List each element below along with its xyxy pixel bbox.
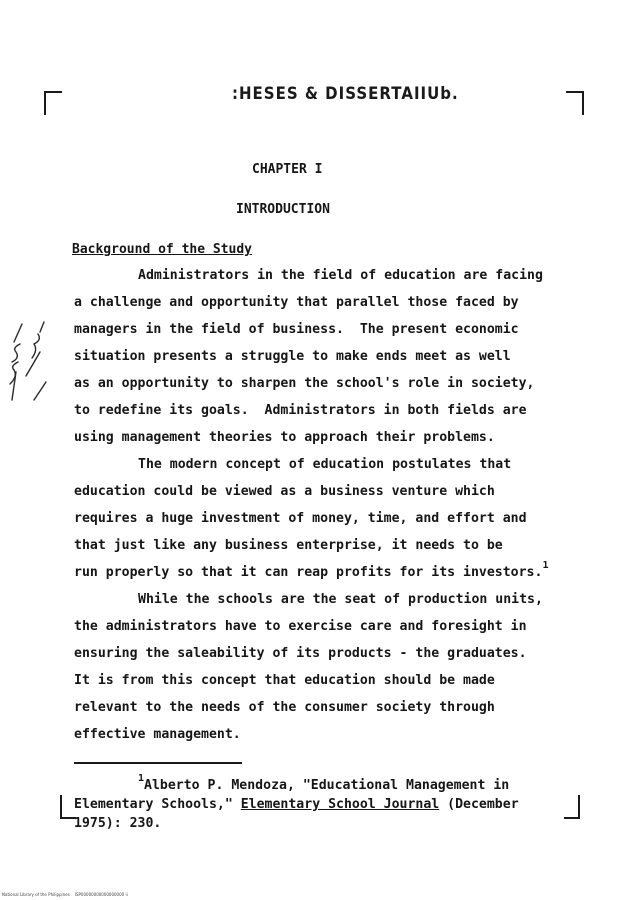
body-line: requires a huge investment of money, time, and effort and (74, 511, 527, 526)
body-line: as an opportunity to sharpen the school's role in society, (74, 376, 535, 391)
body-line: using management theories to approach their problems. (74, 430, 495, 445)
library-credit: National Library of the Philippines ISP00000000000000000 ii (2, 892, 128, 897)
body-line: relevant to the needs of the consumer society through (74, 700, 495, 715)
body-line: Administrators in the field of education are facing (138, 268, 543, 283)
body-line: a challenge and opportunity that parallel those faced by (74, 295, 519, 310)
journal-title: Elementary School Journal (240, 797, 440, 812)
body-line: It is from this concept that education should be made (74, 673, 495, 688)
footnote-line: 1975): 230. (74, 816, 162, 831)
section-title: Background of the Study (72, 242, 253, 257)
footnote-reference: 1 (542, 560, 549, 571)
footnote-text: Elementary Schools," (74, 797, 241, 812)
body-line-text: run properly so that it can reap profits for its investors. (74, 565, 543, 580)
chapter-heading: CHAPTER I (252, 162, 323, 177)
footnote-line (138, 773, 510, 793)
crop-mark-top-left (44, 91, 62, 115)
body-line: the administrators have to exercise care and foresight in (74, 619, 527, 634)
body-line: ensuring the saleability of its products - the graduates. (74, 646, 527, 661)
footnote-marker: 1 (138, 773, 145, 784)
handwritten-note-image (4, 312, 50, 408)
footnote-text: Alberto P. Mendoza, "Educational Management in (144, 778, 510, 793)
body-line: education could be viewed as a business venture which (74, 484, 495, 499)
body-line: While the schools are the seat of production units, (138, 592, 543, 607)
body-line: managers in the field of business. The present economic (74, 322, 519, 337)
body-line-with-footnote-ref (74, 560, 549, 580)
body-line: effective management. (74, 727, 241, 742)
body-line: that just like any business enterprise, it needs to be (74, 538, 503, 553)
crop-mark-top-right (566, 91, 584, 115)
body-line: to redefine its goals. Administrators in both fields are (74, 403, 527, 418)
footnote-text: (December (439, 797, 519, 812)
body-line: situation presents a struggle to make ends meet as well (74, 349, 511, 364)
crop-mark-bottom-right (564, 795, 580, 819)
body-line: The modern concept of education postulates that (138, 457, 512, 472)
footnote-divider (74, 762, 242, 764)
chapter-title: INTRODUCTION (236, 202, 330, 217)
theses-stamp: :HESES & DISSERTAIIUb. (232, 82, 459, 104)
footnote-line (74, 797, 519, 812)
